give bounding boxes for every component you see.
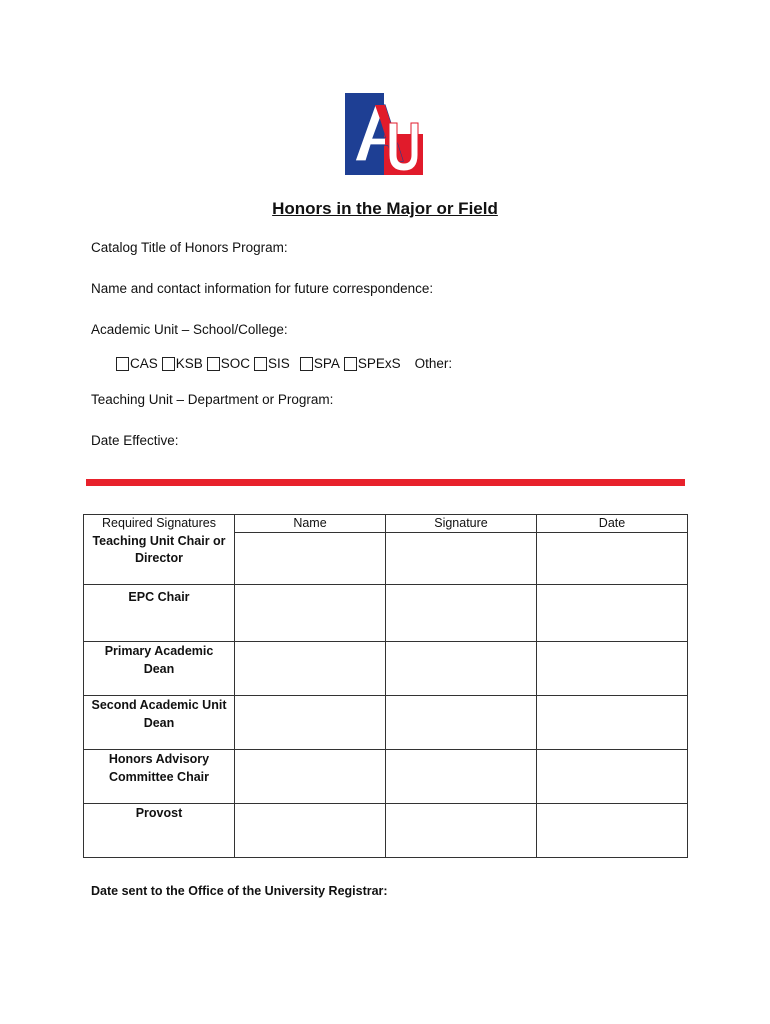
header-name: Name <box>235 515 386 533</box>
role-line: Provost <box>135 806 183 820</box>
name-cell[interactable] <box>235 585 386 642</box>
header-required-signatures: Required Signatures <box>84 515 235 533</box>
unit-option-sis[interactable] <box>254 356 290 371</box>
au-logo <box>345 93 423 175</box>
role-honors-advisory-committee-chair <box>84 750 235 804</box>
date-cell[interactable] <box>537 585 688 642</box>
au-logo-graphic <box>345 93 423 175</box>
signature-cell[interactable] <box>386 804 537 858</box>
unit-option-spexs[interactable] <box>344 356 401 371</box>
table-row <box>84 696 688 750</box>
name-cell[interactable] <box>235 533 386 585</box>
role-line: Dean <box>143 661 175 676</box>
date-cell[interactable] <box>537 804 688 858</box>
academic-unit-label: Academic Unit – School/College: <box>91 322 288 337</box>
date-cell[interactable] <box>537 533 688 585</box>
role-line: Second Academic Unit <box>91 698 227 712</box>
unit-option-soc[interactable] <box>207 356 250 371</box>
date-cell[interactable] <box>537 750 688 804</box>
red-divider <box>86 479 685 486</box>
signature-cell[interactable] <box>386 696 537 750</box>
page-title: Honors in the Major or Field <box>272 199 498 218</box>
role-teaching-unit-chair <box>84 533 235 585</box>
role-line: EPC Chair <box>128 590 190 604</box>
table-row <box>84 585 688 642</box>
role-second-academic-unit-dean <box>84 696 235 750</box>
registrar-date-label: Date sent to the Office of the University Registrar: <box>91 884 388 898</box>
unit-label: SPExS <box>357 356 401 371</box>
checkbox[interactable] <box>344 357 357 371</box>
role-line: Honors Advisory <box>108 752 210 766</box>
other-label: Other: <box>414 356 453 371</box>
unit-option-ksb[interactable] <box>162 356 203 371</box>
signature-cell[interactable] <box>386 642 537 696</box>
name-cell[interactable] <box>235 750 386 804</box>
checkbox[interactable] <box>207 357 220 371</box>
date-effective-label: Date Effective: <box>91 433 179 448</box>
unit-label: SIS <box>268 356 290 371</box>
role-line: Dean <box>143 715 175 730</box>
unit-option-spa[interactable] <box>300 356 340 371</box>
checkbox[interactable] <box>254 357 267 371</box>
role-primary-academic-dean <box>84 642 235 696</box>
table-row <box>84 804 688 858</box>
table-row <box>84 533 688 585</box>
name-cell[interactable] <box>235 804 386 858</box>
checkbox[interactable] <box>300 357 313 371</box>
checkbox[interactable] <box>162 357 175 371</box>
unit-label: SOC <box>220 356 251 371</box>
catalog-title-label: Catalog Title of Honors Program: <box>91 240 288 255</box>
date-cell[interactable] <box>537 696 688 750</box>
teaching-unit-label: Teaching Unit – Department or Program: <box>91 392 334 407</box>
role-line: Director <box>135 551 183 565</box>
unit-label: CAS <box>130 356 158 371</box>
unit-option-cas[interactable] <box>116 356 158 371</box>
unit-label: KSB <box>175 356 203 371</box>
role-provost <box>84 804 235 858</box>
role-epc-chair <box>84 585 235 642</box>
role-line: Primary Academic <box>104 644 214 658</box>
role-line: Committee Chair <box>108 769 210 784</box>
academic-unit-options <box>116 356 452 371</box>
contact-info-label: Name and contact information for future correspondence: <box>91 281 434 296</box>
signature-cell[interactable] <box>386 533 537 585</box>
name-cell[interactable] <box>235 642 386 696</box>
table-row <box>84 642 688 696</box>
unit-label: SPA <box>313 356 340 371</box>
header-signature: Signature <box>386 515 537 533</box>
date-cell[interactable] <box>537 642 688 696</box>
checkbox[interactable] <box>116 357 129 371</box>
table-row <box>84 750 688 804</box>
signature-cell[interactable] <box>386 585 537 642</box>
name-cell[interactable] <box>235 696 386 750</box>
signature-cell[interactable] <box>386 750 537 804</box>
role-line: Teaching Unit Chair or <box>92 533 226 548</box>
table-header-row <box>84 515 688 533</box>
signature-table <box>83 514 688 858</box>
header-date: Date <box>537 515 688 533</box>
